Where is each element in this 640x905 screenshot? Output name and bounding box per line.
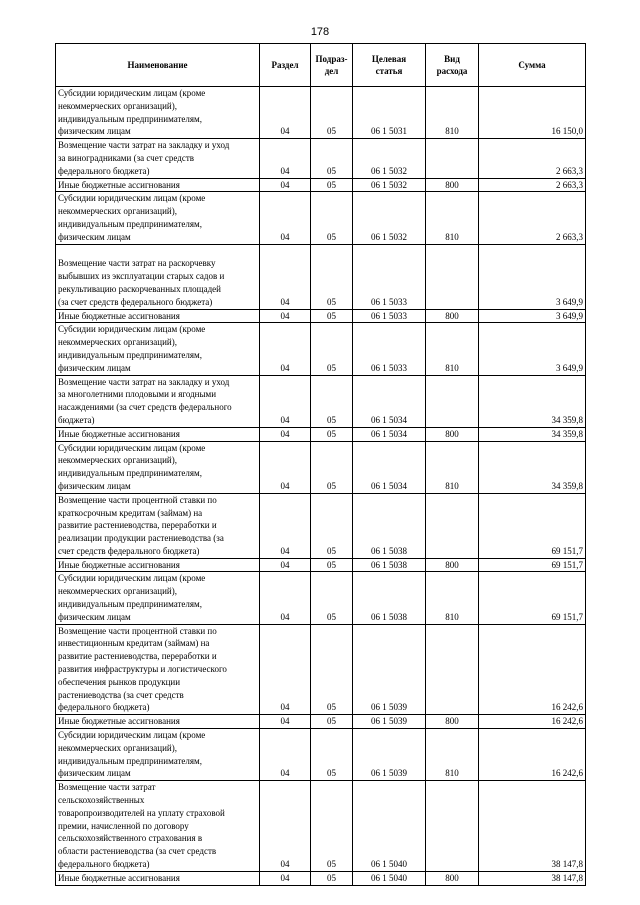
row-target: 06 1 5038 [353, 493, 426, 558]
row-subsection: 05 [311, 558, 353, 572]
row-amount: 69 151,7 [479, 572, 586, 624]
row-amount: 3 649,9 [479, 309, 586, 323]
row-type [426, 139, 479, 178]
row-subsection: 05 [311, 493, 353, 558]
row-subsection: 05 [311, 572, 353, 624]
row-target: 06 1 5033 [353, 309, 426, 323]
row-subsection: 05 [311, 323, 353, 375]
table-row [56, 375, 586, 427]
row-amount: 16 242,6 [479, 729, 586, 781]
row-amount: 34 359,8 [479, 441, 586, 493]
row-target: 06 1 5039 [353, 729, 426, 781]
row-name: Возмещение части затрат на закладку и уход за многолетними плодовыми и ягодными насаждениями (за счет средств федерального бюджета) [56, 375, 260, 427]
header-section: Раздел [260, 44, 311, 87]
row-amount: 2 663,3 [479, 139, 586, 178]
row-name: Иные бюджетные ассигнования [56, 871, 260, 885]
row-amount: 34 359,8 [479, 427, 586, 441]
row-section: 04 [260, 871, 311, 885]
row-name: Субсидии юридическим лицам (кроме некоммерческих организаций), индивидуальным предпринимателям, физическим лицам [56, 572, 260, 624]
row-section: 04 [260, 244, 311, 309]
row-target: 06 1 5040 [353, 781, 426, 872]
table-row [56, 572, 586, 624]
row-target: 06 1 5038 [353, 572, 426, 624]
row-section: 04 [260, 441, 311, 493]
row-target: 06 1 5032 [353, 178, 426, 192]
row-subsection: 05 [311, 375, 353, 427]
row-name: Субсидии юридическим лицам (кроме некоммерческих организаций), индивидуальным предпринимателям, физическим лицам [56, 441, 260, 493]
row-section: 04 [260, 572, 311, 624]
header-subsection: Подраз- дел [311, 44, 353, 87]
row-type: 810 [426, 192, 479, 244]
table-row [56, 323, 586, 375]
row-amount: 16 150,0 [479, 87, 586, 139]
header-target: Целевая статья [353, 44, 426, 87]
row-name: Иные бюджетные ассигнования [56, 715, 260, 729]
row-type: 810 [426, 729, 479, 781]
table-row [56, 427, 586, 441]
row-target: 06 1 5038 [353, 558, 426, 572]
row-section: 04 [260, 323, 311, 375]
table-row [56, 192, 586, 244]
row-subsection: 05 [311, 624, 353, 715]
row-subsection: 05 [311, 715, 353, 729]
row-name: Возмещение части затрат сельскохозяйственных товаропроизводителей на уплату страховой премии, начисленной по договору сельскохозяйственного страхования в области растениеводства (за счет средств федерального бюджета) [56, 781, 260, 872]
row-section: 04 [260, 309, 311, 323]
row-section: 04 [260, 375, 311, 427]
row-section: 04 [260, 87, 311, 139]
table-row [56, 244, 586, 309]
row-type [426, 375, 479, 427]
row-name: Субсидии юридическим лицам (кроме некоммерческих организаций), индивидуальным предпринимателям, физическим лицам [56, 192, 260, 244]
row-subsection: 05 [311, 139, 353, 178]
row-amount: 2 663,3 [479, 178, 586, 192]
row-amount: 16 242,6 [479, 624, 586, 715]
row-section: 04 [260, 139, 311, 178]
row-subsection: 05 [311, 309, 353, 323]
row-subsection: 05 [311, 871, 353, 885]
row-name: Возмещение части процентной ставки по инвестиционным кредитам (займам) на развитие растениеводства, переработки и развития инфраструктуры и логистического обеспечения рынков продукции растениеводства (за счет средств федерального бюджета) [56, 624, 260, 715]
row-section: 04 [260, 178, 311, 192]
row-target: 06 1 5039 [353, 624, 426, 715]
table-row [56, 715, 586, 729]
table-row [56, 309, 586, 323]
header-amount: Сумма [479, 44, 586, 87]
header-type: Вид расхода [426, 44, 479, 87]
table-header-row [56, 44, 586, 87]
row-type: 800 [426, 309, 479, 323]
row-type: 810 [426, 441, 479, 493]
row-section: 04 [260, 192, 311, 244]
row-amount: 69 151,7 [479, 493, 586, 558]
table-row [56, 781, 586, 872]
row-type: 800 [426, 558, 479, 572]
table-row [56, 871, 586, 885]
row-subsection: 05 [311, 729, 353, 781]
row-amount: 3 649,9 [479, 244, 586, 309]
table-row [56, 441, 586, 493]
table-row [56, 87, 586, 139]
table-row [56, 558, 586, 572]
row-type: 800 [426, 871, 479, 885]
row-section: 04 [260, 624, 311, 715]
row-subsection: 05 [311, 781, 353, 872]
row-type: 800 [426, 178, 479, 192]
row-name: Иные бюджетные ассигнования [56, 558, 260, 572]
table-row [56, 624, 586, 715]
row-target: 06 1 5033 [353, 244, 426, 309]
row-type [426, 781, 479, 872]
row-name: Иные бюджетные ассигнования [56, 427, 260, 441]
row-subsection: 05 [311, 87, 353, 139]
row-subsection: 05 [311, 178, 353, 192]
row-amount: 34 359,8 [479, 375, 586, 427]
row-name: Иные бюджетные ассигнования [56, 309, 260, 323]
row-target: 06 1 5032 [353, 139, 426, 178]
row-name: Иные бюджетные ассигнования [56, 178, 260, 192]
row-section: 04 [260, 781, 311, 872]
row-name: Возмещение части процентной ставки по краткосрочным кредитам (займам) на развитие растениеводства, переработки и реализации продукции растениеводства (за счет средств федерального бюджета) [56, 493, 260, 558]
row-type: 810 [426, 572, 479, 624]
row-amount: 2 663,3 [479, 192, 586, 244]
row-section: 04 [260, 558, 311, 572]
table-row [56, 729, 586, 781]
row-target: 06 1 5034 [353, 441, 426, 493]
row-section: 04 [260, 427, 311, 441]
row-amount: 38 147,8 [479, 871, 586, 885]
row-subsection: 05 [311, 244, 353, 309]
row-subsection: 05 [311, 441, 353, 493]
row-target: 06 1 5032 [353, 192, 426, 244]
row-section: 04 [260, 729, 311, 781]
row-name: Возмещение части затрат на закладку и уход за виноградниками (за счет средств федерального бюджета) [56, 139, 260, 178]
row-target: 06 1 5040 [353, 871, 426, 885]
budget-table [55, 43, 586, 886]
row-type: 800 [426, 715, 479, 729]
table-row [56, 139, 586, 178]
row-subsection: 05 [311, 427, 353, 441]
table-row [56, 493, 586, 558]
row-target: 06 1 5039 [353, 715, 426, 729]
row-subsection: 05 [311, 192, 353, 244]
row-type: 800 [426, 427, 479, 441]
page-number: 178 [310, 26, 330, 38]
row-amount: 3 649,9 [479, 323, 586, 375]
row-amount: 38 147,8 [479, 781, 586, 872]
row-type [426, 244, 479, 309]
row-target: 06 1 5034 [353, 375, 426, 427]
row-target: 06 1 5033 [353, 323, 426, 375]
header-name: Наименование [56, 44, 260, 87]
table-row [56, 178, 586, 192]
row-name: Субсидии юридическим лицам (кроме некоммерческих организаций), индивидуальным предпринимателям, физическим лицам [56, 87, 260, 139]
row-name: Субсидии юридическим лицам (кроме некоммерческих организаций), индивидуальным предпринимателям, физическим лицам [56, 323, 260, 375]
row-type [426, 624, 479, 715]
row-section: 04 [260, 715, 311, 729]
row-amount: 69 151,7 [479, 558, 586, 572]
row-type [426, 493, 479, 558]
row-target: 06 1 5034 [353, 427, 426, 441]
row-target: 06 1 5031 [353, 87, 426, 139]
row-amount: 16 242,6 [479, 715, 586, 729]
row-type: 810 [426, 87, 479, 139]
row-type: 810 [426, 323, 479, 375]
row-name: Субсидии юридическим лицам (кроме некоммерческих организаций), индивидуальным предпринимателям, физическим лицам [56, 729, 260, 781]
row-name: Возмещение части затрат на раскорчевку выбывших из эксплуатации старых садов и рекультивацию раскорчеванных площадей (за счет средств федерального бюджета) [56, 244, 260, 309]
row-section: 04 [260, 493, 311, 558]
